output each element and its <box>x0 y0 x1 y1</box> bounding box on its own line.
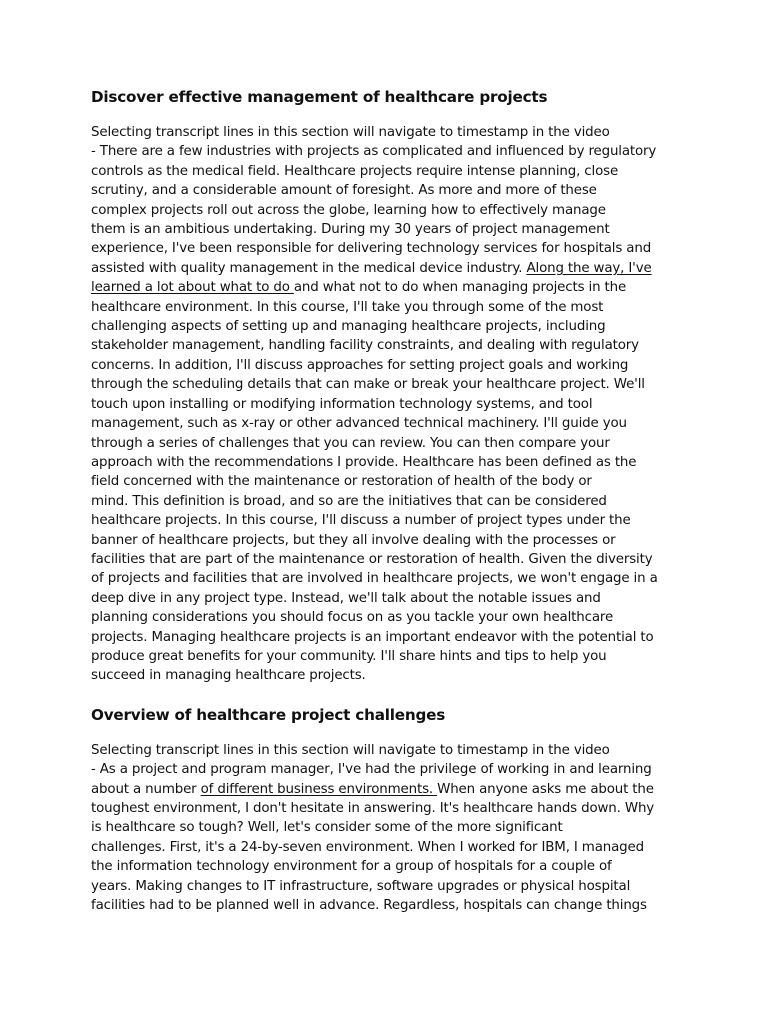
transcript-intro: Selecting transcript lines in this section will navigate to timestamp in the video <box>91 125 610 140</box>
transcript-line[interactable]: of projects and facilities that are involved in healthcare projects, we won't engage in a <box>91 571 658 587</box>
transcript-line[interactable]: produce great benefits for your community. I'll share hints and tips to help you <box>91 648 607 664</box>
transcript-line[interactable]: healthcare environment. In this course, I'll take you through some of the most <box>91 299 604 315</box>
transcript-line[interactable]: facilities that are part of the maintenance or restoration of health. Given the diversity <box>91 551 653 567</box>
transcript-line[interactable]: facilities had to be planned well in advance. Regardless, hospitals can change things <box>91 898 647 914</box>
highlighted-transcript-link[interactable]: learned a lot about what to do <box>91 280 294 296</box>
transcript-line[interactable]: through a series of challenges that you can review. You can then compare your <box>91 435 610 451</box>
transcript-line[interactable]: challenges. First, it's a 24-by-seven environment. When I worked for IBM, I managed <box>91 839 644 855</box>
transcript-line[interactable]: them is an ambitious undertaking. During my 30 years of project management <box>91 222 610 238</box>
transcript-line[interactable]: - There are a few industries with projects as complicated and influenced by regulatory <box>91 144 657 160</box>
transcript-line[interactable]: planning considerations you should focus on as you tackle your own healthcare <box>91 610 614 626</box>
transcript-line[interactable]: healthcare projects. In this course, I'll discuss a number of project types under the <box>91 513 631 529</box>
highlighted-transcript-link[interactable]: Along the way, I've <box>526 260 652 276</box>
section-title: Overview of healthcare project challenges <box>91 705 446 724</box>
transcript-line[interactable]: deep dive in any project type. Instead, we'll talk about the notable issues and <box>91 590 601 606</box>
transcript-line-group <box>91 278 681 297</box>
transcript-line[interactable]: controls as the medical field. Healthcare projects require intense planning, close <box>91 163 619 179</box>
transcript-text <box>91 741 681 916</box>
transcript-section-1 <box>91 84 681 686</box>
section-title: Discover effective management of healthcare projects <box>91 88 548 106</box>
transcript-page <box>91 84 681 915</box>
transcript-line[interactable]: scrutiny, and a considerable amount of foresight. As more and more of these <box>91 183 597 199</box>
transcript-line[interactable]: approach with the recommendations I provide. Healthcare has been defined as the <box>91 454 637 470</box>
transcript-line-group <box>91 259 681 278</box>
transcript-line[interactable]: succeed in managing healthcare projects. <box>91 668 366 684</box>
transcript-line[interactable]: challenging aspects of setting up and managing healthcare projects, including <box>91 319 606 335</box>
transcript-line[interactable]: When anyone asks me about the <box>437 781 654 797</box>
transcript-line[interactable]: stakeholder management, handling facility constraints, and dealing with regulatory <box>91 338 639 354</box>
transcript-line-group <box>91 780 681 799</box>
transcript-line[interactable]: concerns. In addition, I'll discuss approaches for setting project goals and working <box>91 357 629 373</box>
transcript-line[interactable]: about a number <box>91 781 201 797</box>
transcript-line[interactable]: mind. This definition is broad, and so are the initiatives that can be considered <box>91 493 607 509</box>
transcript-line[interactable]: assisted with quality management in the medical device industry. <box>91 260 527 276</box>
transcript-line[interactable]: projects. Managing healthcare projects is an important endeavor with the potential to <box>91 629 654 645</box>
transcript-line[interactable]: is healthcare so tough? Well, let's consider some of the more significant <box>91 820 563 836</box>
transcript-line[interactable]: - As a project and program manager, I've had the privilege of working in and learning <box>91 762 652 778</box>
transcript-line[interactable]: and what not to do when managing projects in the <box>293 280 627 296</box>
transcript-intro: Selecting transcript lines in this section will navigate to timestamp in the video <box>91 742 610 758</box>
transcript-line[interactable]: the information technology environment for a group of hospitals for a couple of <box>91 859 612 875</box>
transcript-line[interactable]: through the scheduling details that can make or break your healthcare project. We'll <box>91 377 645 393</box>
transcript-line[interactable]: years. Making changes to IT infrastructure, software upgrades or physical hospital <box>91 878 631 894</box>
transcript-line[interactable]: field concerned with the maintenance or restoration of health of the body or <box>91 474 592 490</box>
transcript-line[interactable]: toughest environment, I don't hesitate in answering. It's healthcare hands down. Why <box>91 801 655 816</box>
transcript-line[interactable]: experience, I've been responsible for delivering technology services for hospitals and <box>91 241 652 257</box>
transcript-line[interactable]: banner of healthcare projects, but they all involve dealing with the processes or <box>91 532 616 548</box>
transcript-line[interactable]: management, such as x-ray or other advanced technical machinery. I'll guide you <box>91 416 627 432</box>
highlighted-transcript-link[interactable]: of different business environments. <box>200 781 438 797</box>
transcript-line[interactable]: complex projects roll out across the globe, learning how to effectively manage <box>91 202 606 218</box>
transcript-line[interactable]: touch upon installing or modifying information technology systems, and tool <box>91 396 593 412</box>
transcript-section-2 <box>91 702 681 916</box>
transcript-text <box>91 123 681 686</box>
